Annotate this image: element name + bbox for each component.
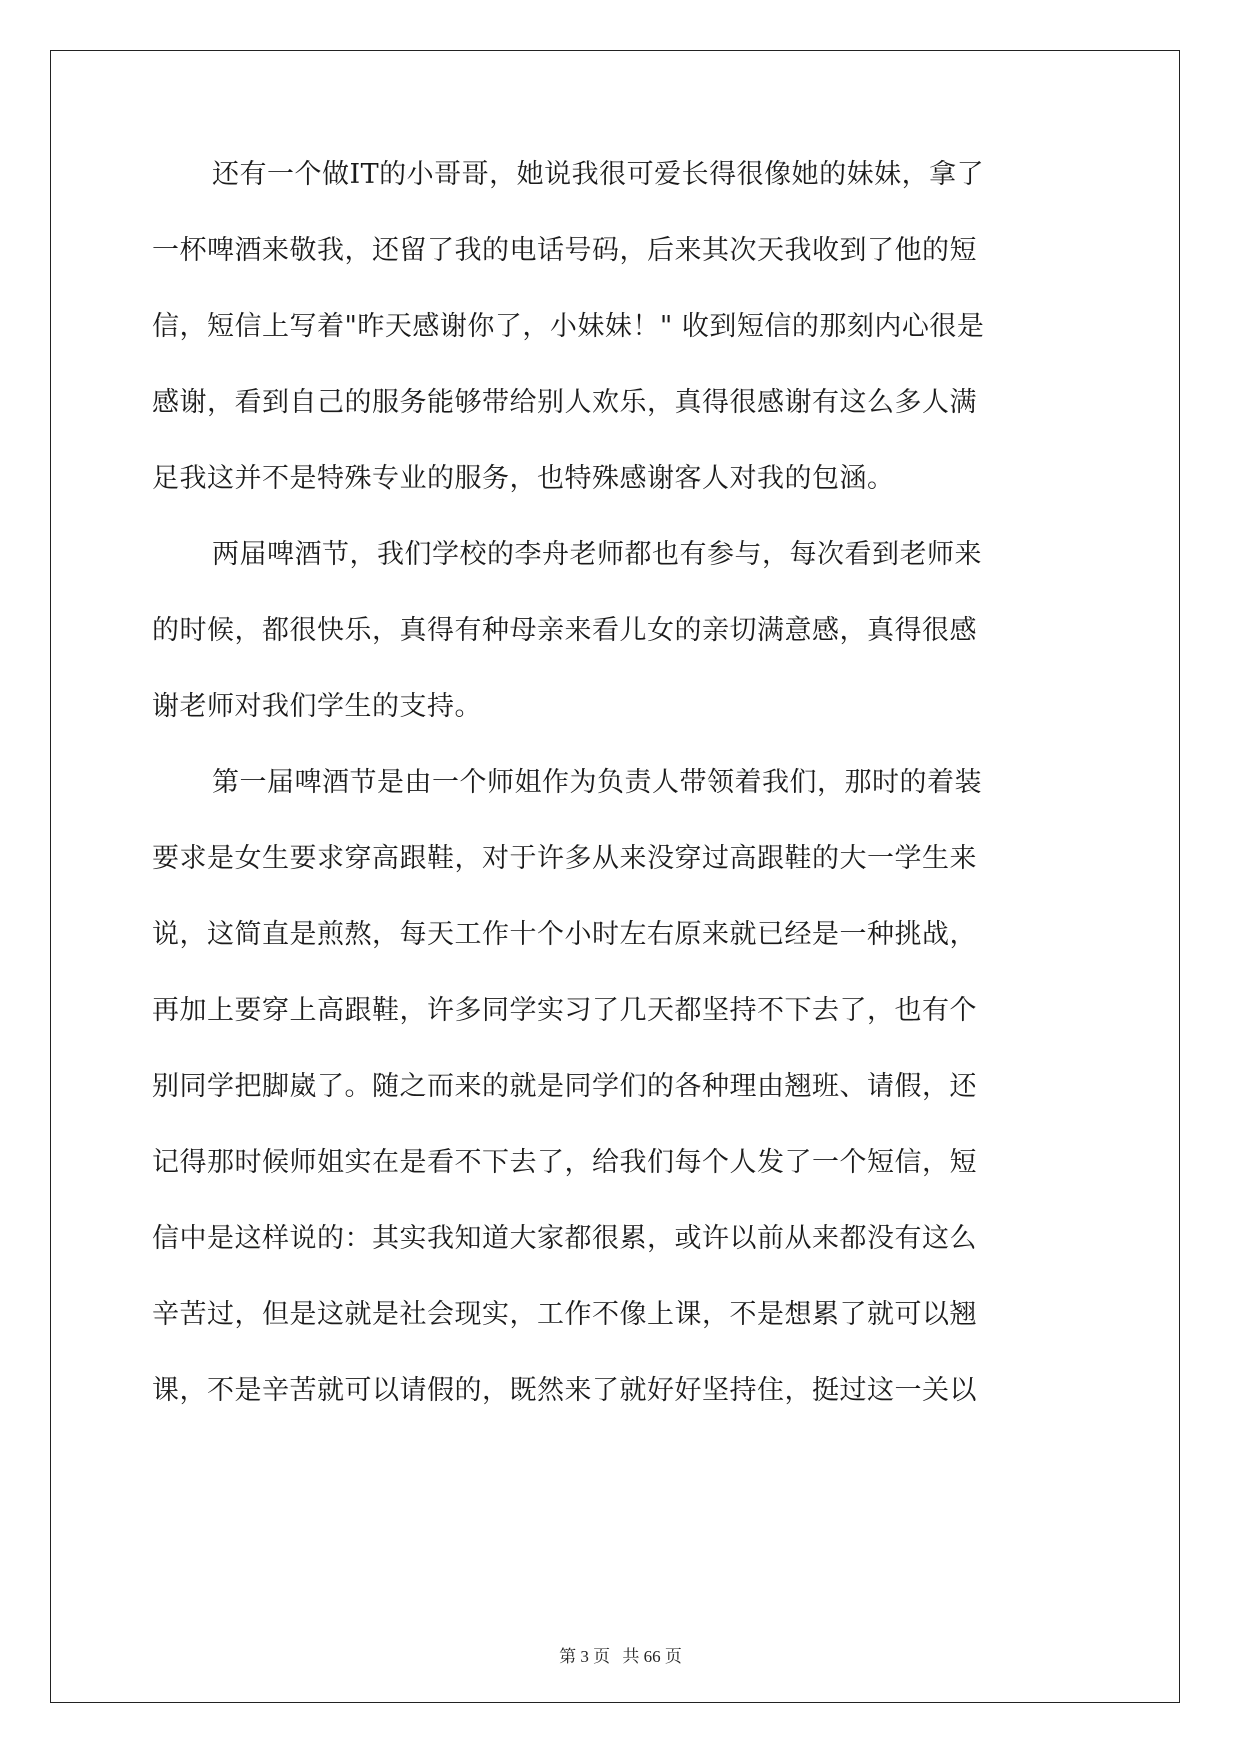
- text-line: 两届啤酒节，我们学校的李舟老师都也有参与，每次看到老师来: [212, 539, 982, 570]
- text-line: 课，不是辛苦就可以请假的，既然来了就好好坚持住，挺过这一关以: [152, 1375, 977, 1406]
- text-line: 谢老师对我们学生的支持。: [152, 691, 482, 722]
- text-line: 的时候，都很快乐，真得有种母亲来看儿女的亲切满意感，真得很感: [152, 615, 977, 646]
- text-line: 再加上要穿上高跟鞋，许多同学实习了几天都坚持不下去了，也有个: [152, 995, 977, 1026]
- text-line: 足我这并不是特殊专业的服务，也特殊感谢客人对我的包涵。: [152, 463, 895, 494]
- text-line: 记得那时候师姐实在是看不下去了，给我们每个人发了一个短信，短: [152, 1147, 977, 1178]
- page-footer: [0, 1642, 1241, 1667]
- text-line: 一杯啤酒来敬我，还留了我的电话号码，后来其次天我收到了他的短: [152, 235, 977, 266]
- text-line: 感谢，看到自己的服务能够带给别人欢乐，真得很感谢有这么多人满: [152, 387, 977, 418]
- text-line: 说，这简直是煎熬，每天工作十个小时左右原来就已经是一种挑战，: [152, 919, 977, 950]
- page-number: 第 3 页: [559, 1647, 611, 1666]
- text-line: 信，短信上写着"昨天感谢你了，小妹妹！" 收到短信的那刻内心很是: [152, 311, 985, 342]
- text-line: 还有一个做IT的小哥哥，她说我很可爱长得很像她的妹妹，拿了: [212, 159, 985, 190]
- text-line: 辛苦过，但是这就是社会现实，工作不像上课，不是想累了就可以翘: [152, 1299, 977, 1330]
- text-line: 第一届啤酒节是由一个师姐作为负责人带领着我们，那时的着装: [212, 767, 982, 798]
- text-line: 信中是这样说的：其实我知道大家都很累，或许以前从来都没有这么: [152, 1223, 977, 1254]
- total-pages: 共 66 页: [622, 1647, 682, 1666]
- text-line: 要求是女生要求穿高跟鞋，对于许多从来没穿过高跟鞋的大一学生来: [152, 843, 977, 874]
- text-line: 别同学把脚崴了。随之而来的就是同学们的各种理由翘班、请假，还: [152, 1071, 977, 1102]
